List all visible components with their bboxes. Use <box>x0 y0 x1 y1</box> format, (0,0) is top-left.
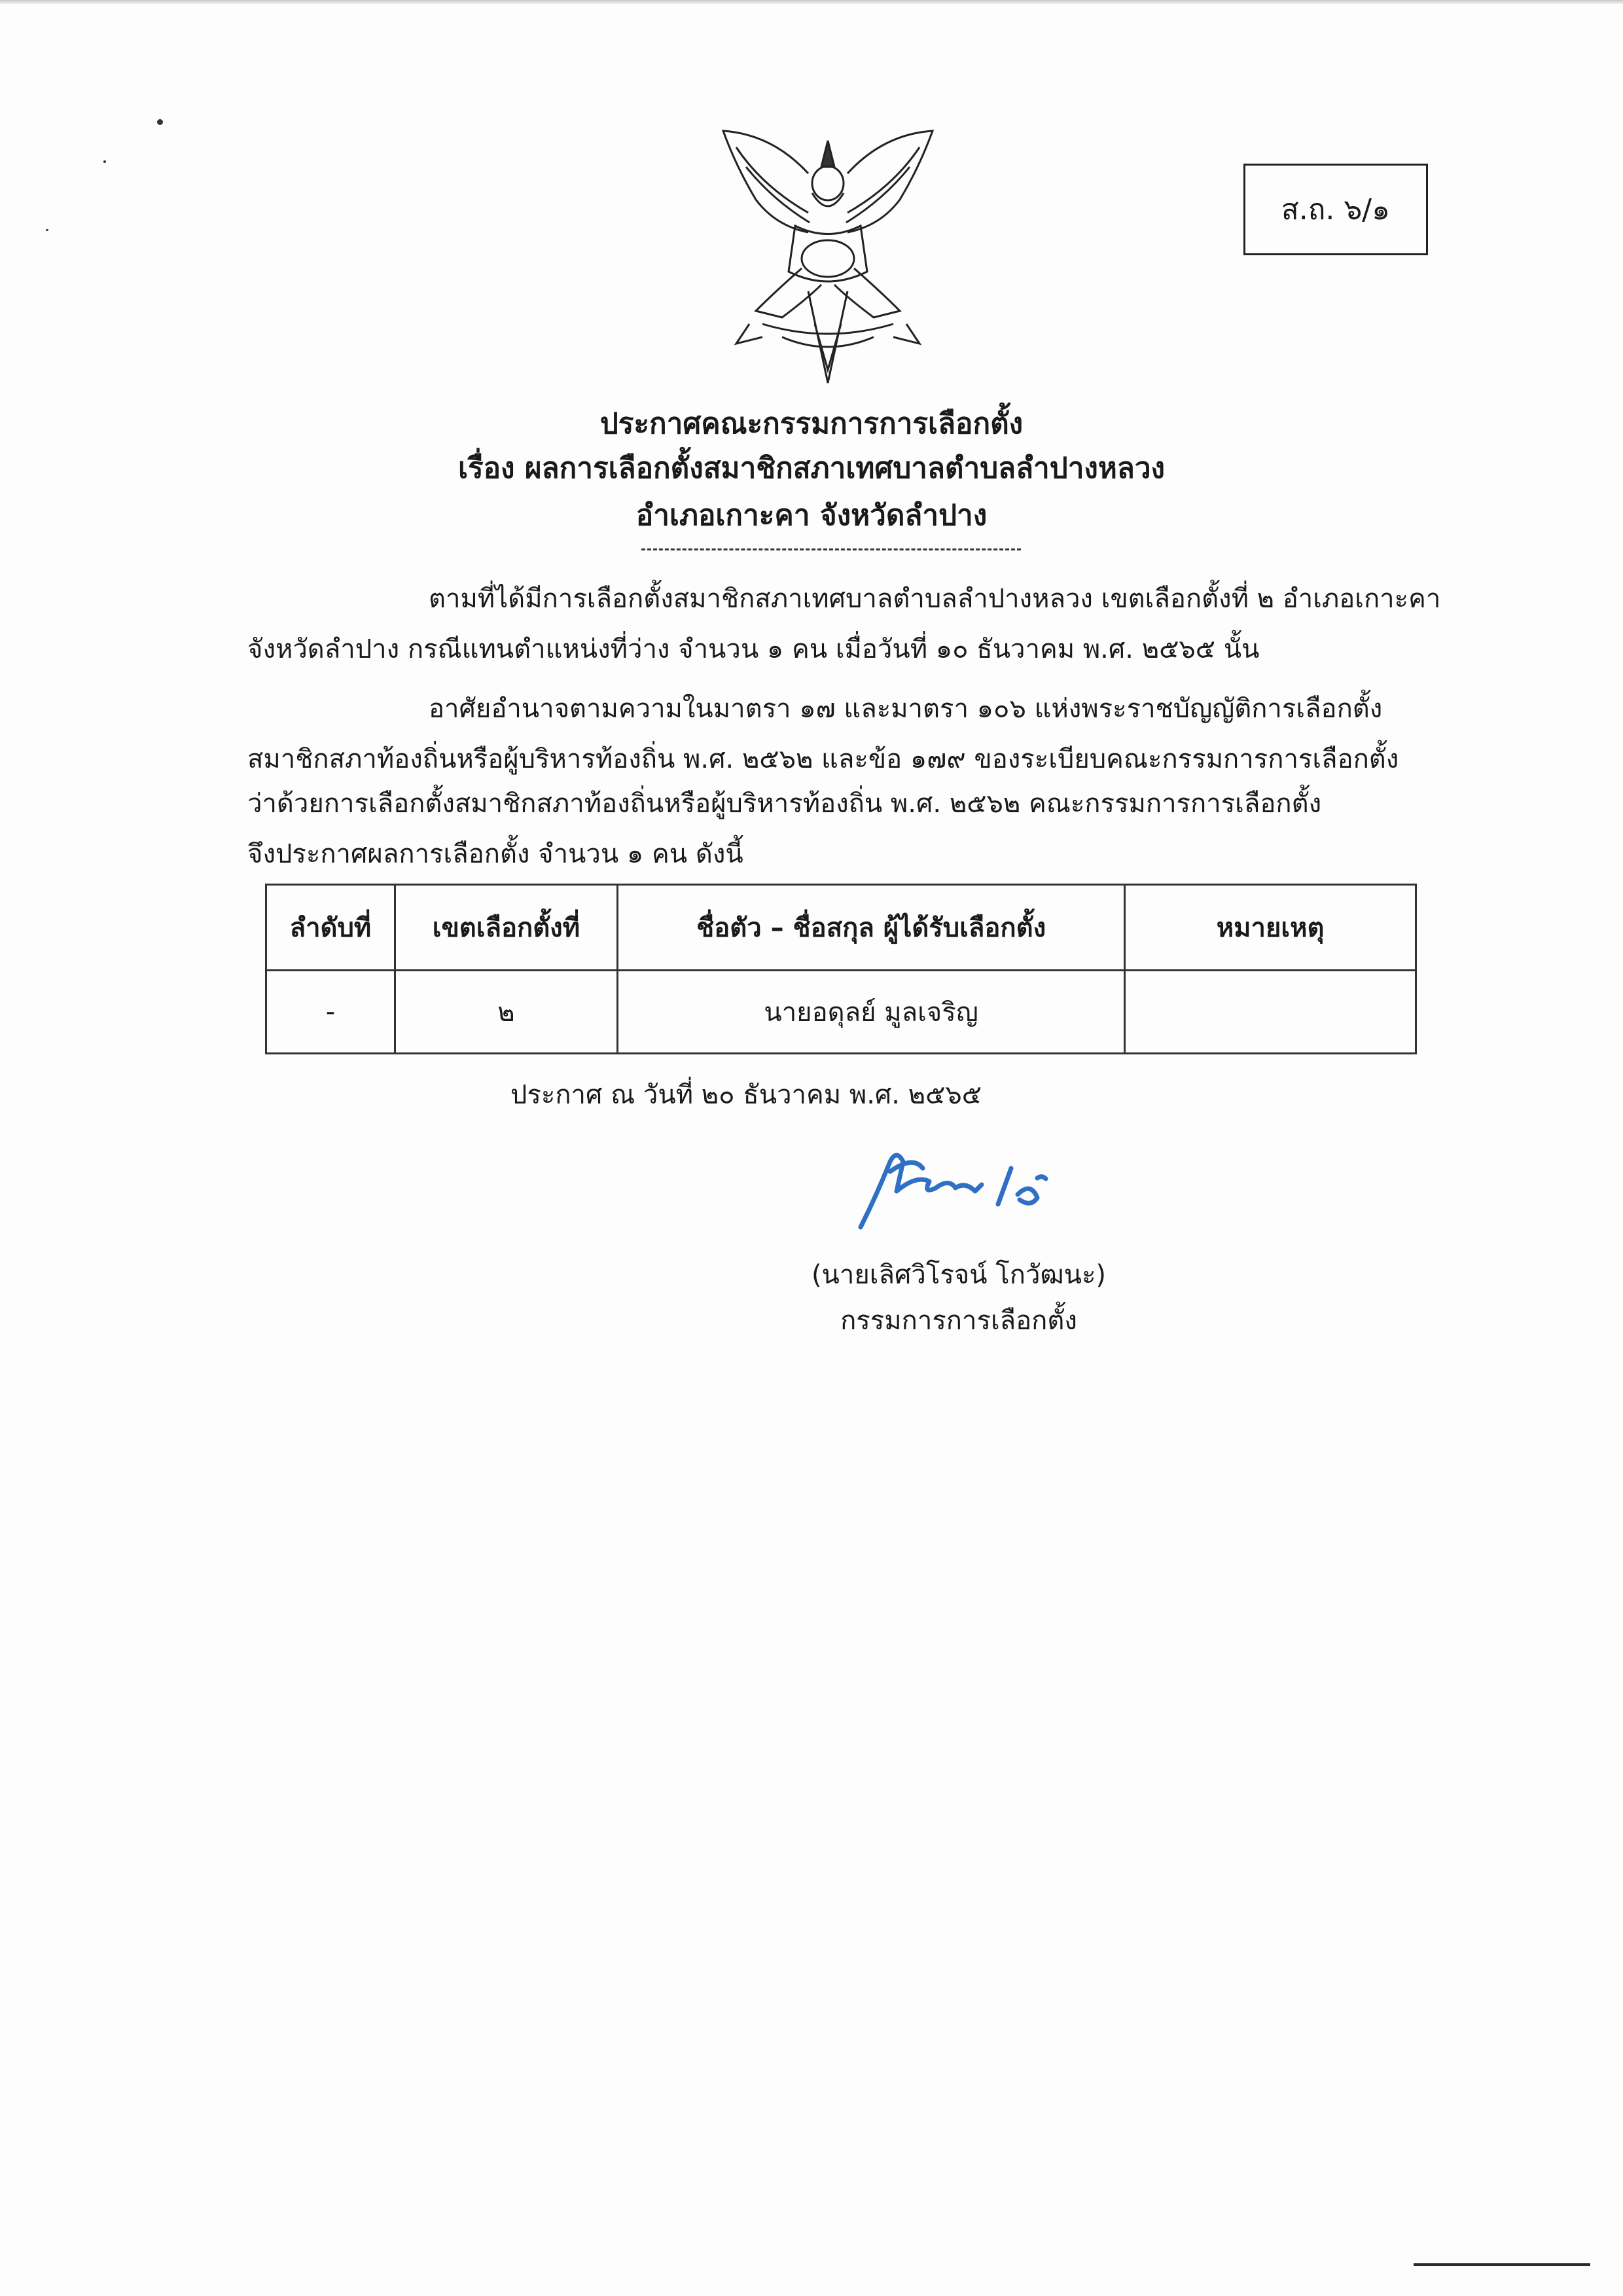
election-result-table <box>265 884 1417 1054</box>
paragraph1-line1: ตามที่ได้มีการเลือกตั้งสมาชิกสภาเทศบาลตำบลลำปางหลวง เขตเลือกตั้งที่ ๒ อำเภอเกาะคา <box>429 584 1441 614</box>
announcement-location: อำเภอเกาะคา จังหวัดลำปาง <box>635 499 988 532</box>
paragraph2-line4: จึงประกาศผลการเลือกตั้ง จำนวน ๑ คน ดังนี้ <box>247 839 743 869</box>
signer-title: กรรมการการเลือกตั้ง <box>840 1306 1077 1336</box>
scan-edge <box>1414 2263 1590 2266</box>
paragraph1-line2: จังหวัดลำปาง กรณีแทนตำแหน่งที่ว่าง จำนวน ๑ คน เมื่อวันที่ ๑๐ ธันวาคม พ.ศ. ๒๕๖๕ นั้น <box>247 634 1260 664</box>
scan-edge <box>0 0 1623 4</box>
scan-speck <box>46 229 48 231</box>
cell-district: ๒ <box>395 971 617 1054</box>
header-order: ลำดับที่ <box>266 885 395 971</box>
scan-speck <box>103 160 106 163</box>
cell-name: นายอดุลย์ มูลเจริญ <box>617 971 1124 1054</box>
signature-icon <box>851 1142 1060 1234</box>
paragraph2-line2: สมาชิกสภาท้องถิ่นหรือผู้บริหารท้องถิ่น พ.ศ. ๒๕๖๒ และข้อ ๑๗๙ ของระเบียบคณะกรรมการการเลือกตั้ง <box>247 744 1399 774</box>
header-district: เขตเลือกตั้งที่ <box>395 885 617 971</box>
scan-speck <box>157 119 163 125</box>
cell-remark <box>1125 971 1416 1054</box>
form-code-box <box>1243 164 1428 255</box>
header-name: ชื่อตัว – ชื่อสกุล ผู้ได้รับเลือกตั้ง <box>617 885 1124 971</box>
paragraph2-line3: ว่าด้วยการเลือกตั้งสมาชิกสภาท้องถิ่นหรือผู้บริหารท้องถิ่น พ.ศ. ๒๕๖๒ คณะกรรมการการเลือกตั้ง <box>247 789 1322 819</box>
paragraph2-line1: อาศัยอำนาจตามความในมาตรา ๑๗ และมาตรา ๑๐๖ แห่งพระราชบัญญัติการเลือกตั้ง <box>429 694 1383 724</box>
garuda-emblem-icon <box>710 128 946 389</box>
form-code: ส.ถ. ๖/๑ <box>1281 193 1391 226</box>
signer-name: (นายเลิศวิโรจน์ โกวัฒนะ) <box>811 1260 1107 1290</box>
announcement-title: ประกาศคณะกรรมการการเลือกตั้ง <box>599 407 1024 440</box>
table-row <box>266 971 1416 1054</box>
header-remark: หมายเหตุ <box>1125 885 1416 971</box>
announcement-date: ประกาศ ณ วันที่ ๒๐ ธันวาคม พ.ศ. ๒๕๖๕ <box>510 1080 982 1110</box>
heading-divider <box>641 548 1021 550</box>
table-header-row <box>266 885 1416 971</box>
cell-order: - <box>266 971 395 1054</box>
announcement-subject: เรื่อง ผลการเลือกตั้งสมาชิกสภาเทศบาลตำบลลำปางหลวง <box>457 452 1166 485</box>
